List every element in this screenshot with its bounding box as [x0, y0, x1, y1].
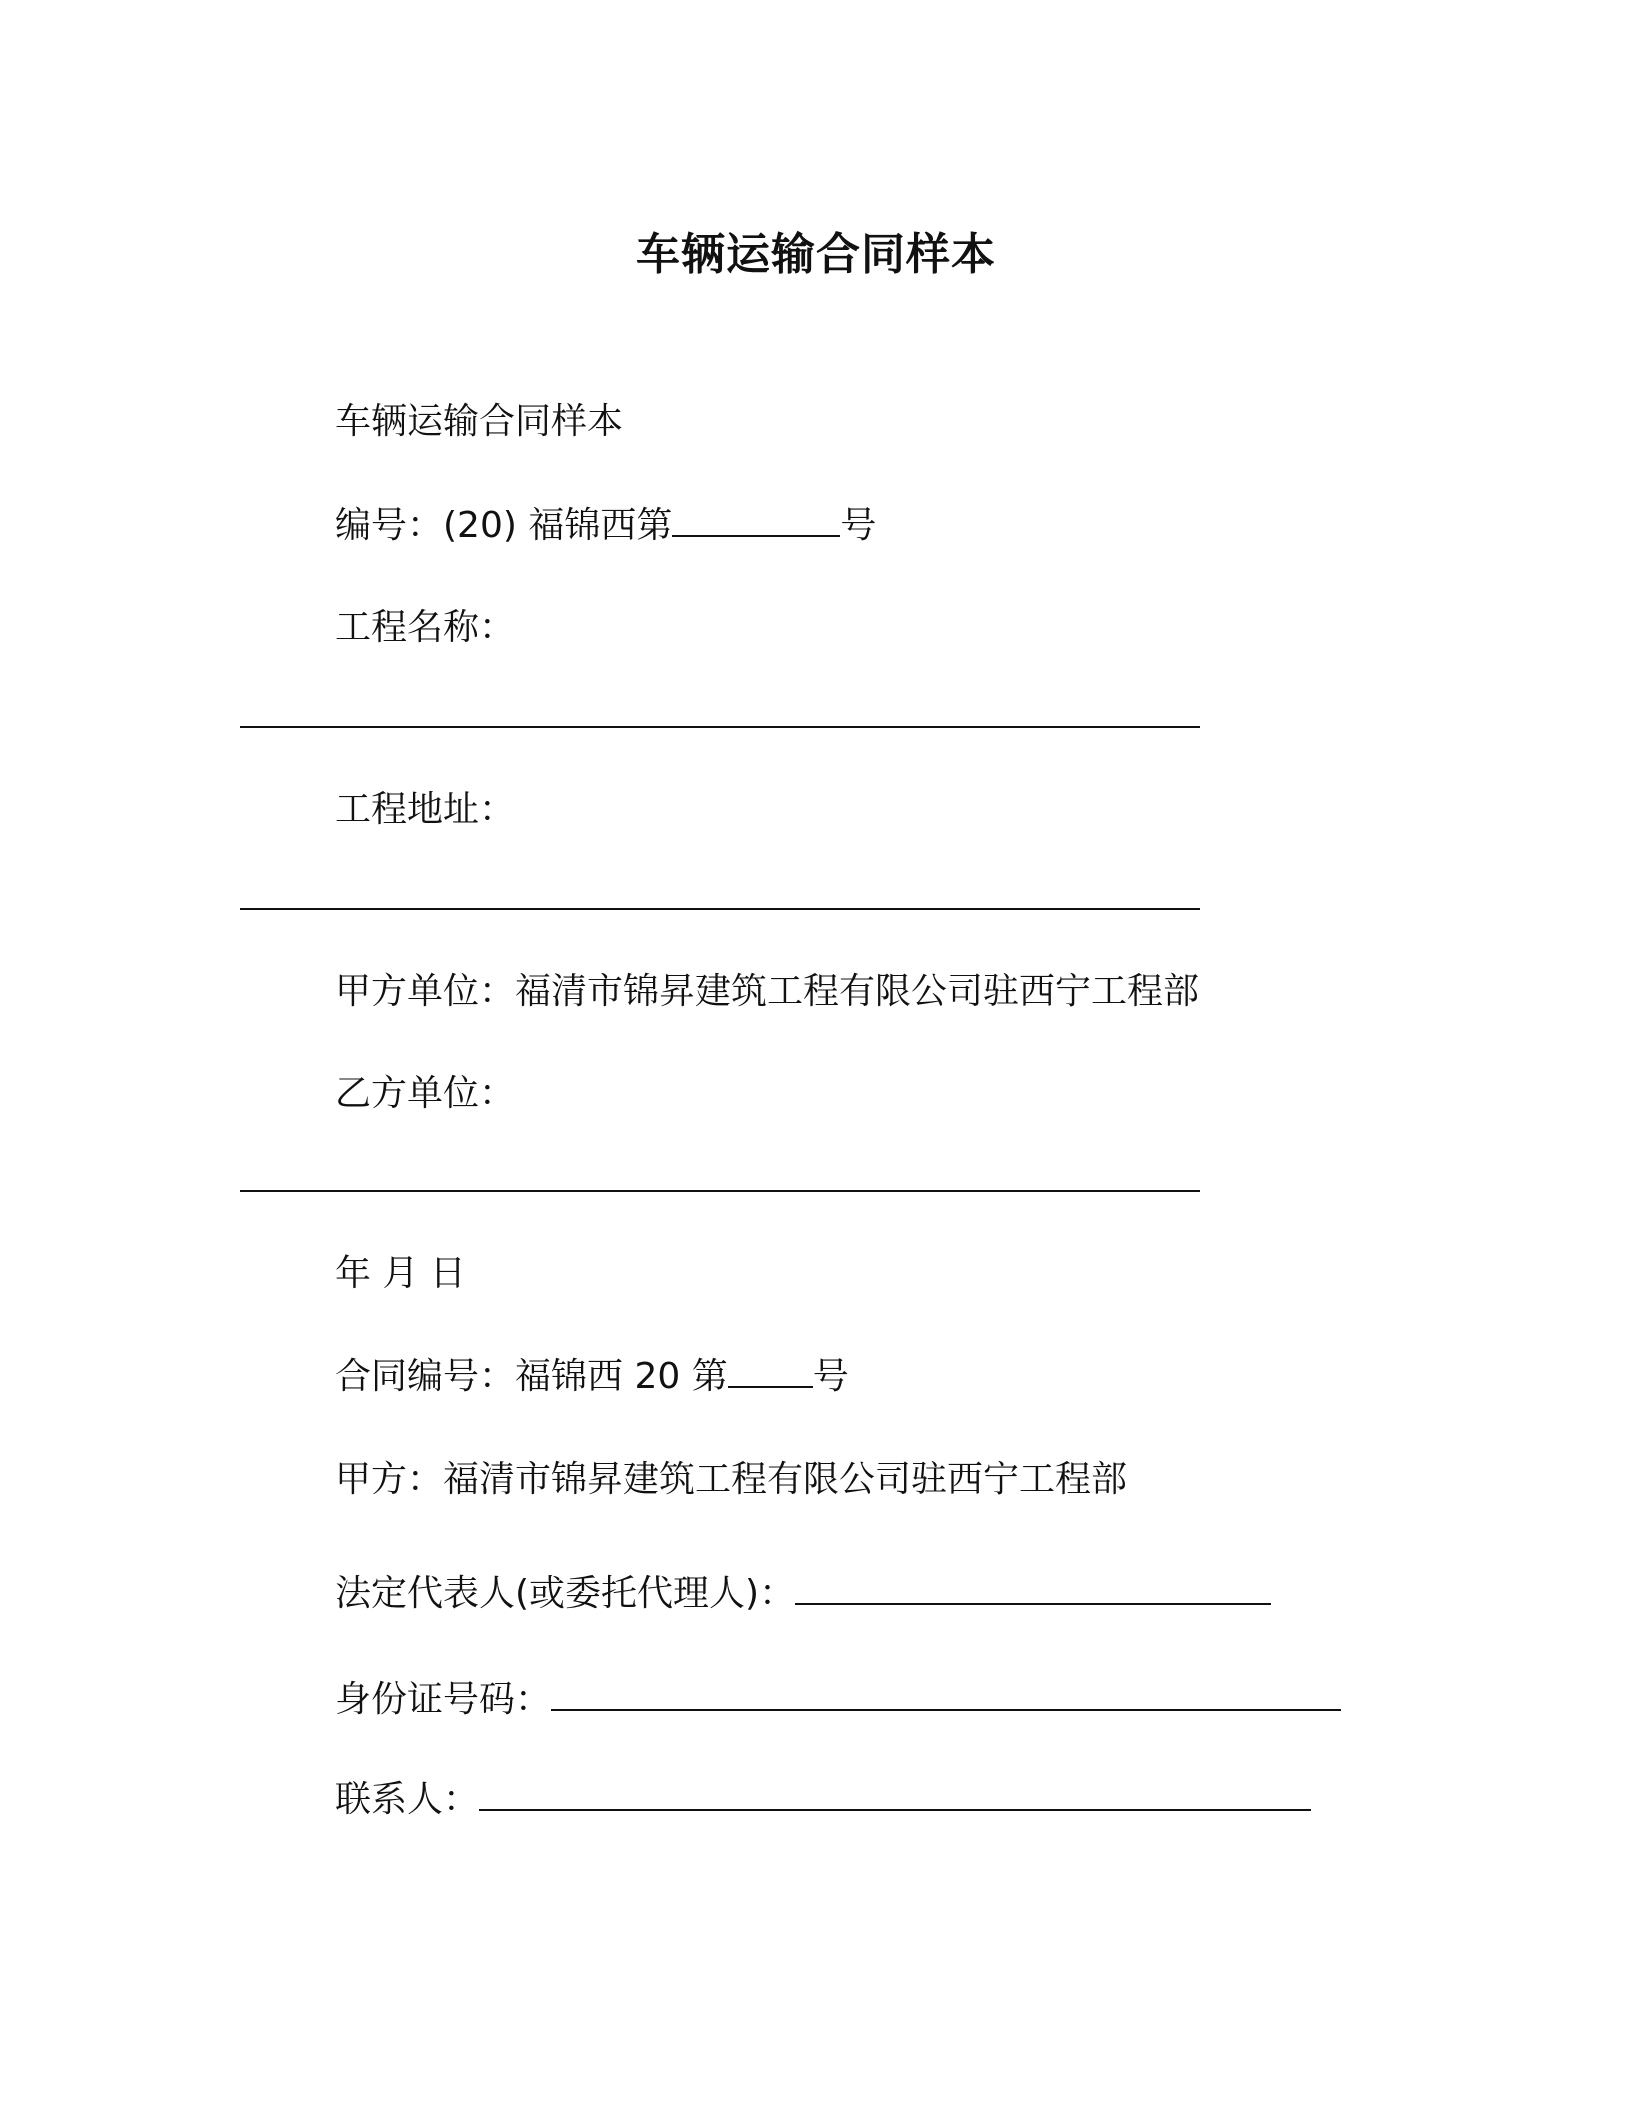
contract-number-suffix: 号 [812, 1356, 849, 1397]
number-suffix: 号 [840, 505, 877, 546]
legal-rep-line [335, 1570, 1271, 1618]
contact-label: 联系人： [335, 1779, 480, 1820]
number-line [335, 502, 876, 550]
id-number-blank[interactable] [551, 1679, 1341, 1711]
party-b-unit-blank[interactable] [240, 1190, 1200, 1192]
project-address-blank[interactable] [240, 908, 1200, 910]
id-number-line [335, 1676, 1341, 1724]
document-title: 车辆运输合同样本 [636, 229, 996, 280]
contract-number-prefix: 合同编号：福锦西 20 第 [335, 1356, 728, 1397]
party-b-unit-label: 乙方单位： [335, 1073, 516, 1114]
contact-blank[interactable] [479, 1779, 1311, 1811]
date-line: 年 月 日 [335, 1253, 466, 1294]
project-name-blank[interactable] [240, 726, 1200, 728]
id-number-label: 身份证号码： [335, 1679, 552, 1720]
contact-line [335, 1776, 1311, 1824]
document-subtitle: 车辆运输合同样本 [335, 401, 624, 442]
party-a: 甲方：福清市锦昇建筑工程有限公司驻西宁工程部 [335, 1459, 1128, 1500]
number-blank[interactable] [672, 505, 840, 537]
contract-number-line [335, 1353, 849, 1401]
project-name-label: 工程名称： [335, 607, 516, 648]
legal-rep-label: 法定代表人(或委托代理人)： [335, 1573, 796, 1614]
contract-number-blank[interactable] [728, 1356, 813, 1388]
legal-rep-blank[interactable] [795, 1573, 1271, 1605]
project-address-label: 工程地址： [335, 789, 516, 830]
number-prefix: 编号：(20) 福锦西第 [335, 505, 673, 546]
party-a-unit: 甲方单位：福清市锦昇建筑工程有限公司驻西宁工程部 [335, 971, 1200, 1012]
